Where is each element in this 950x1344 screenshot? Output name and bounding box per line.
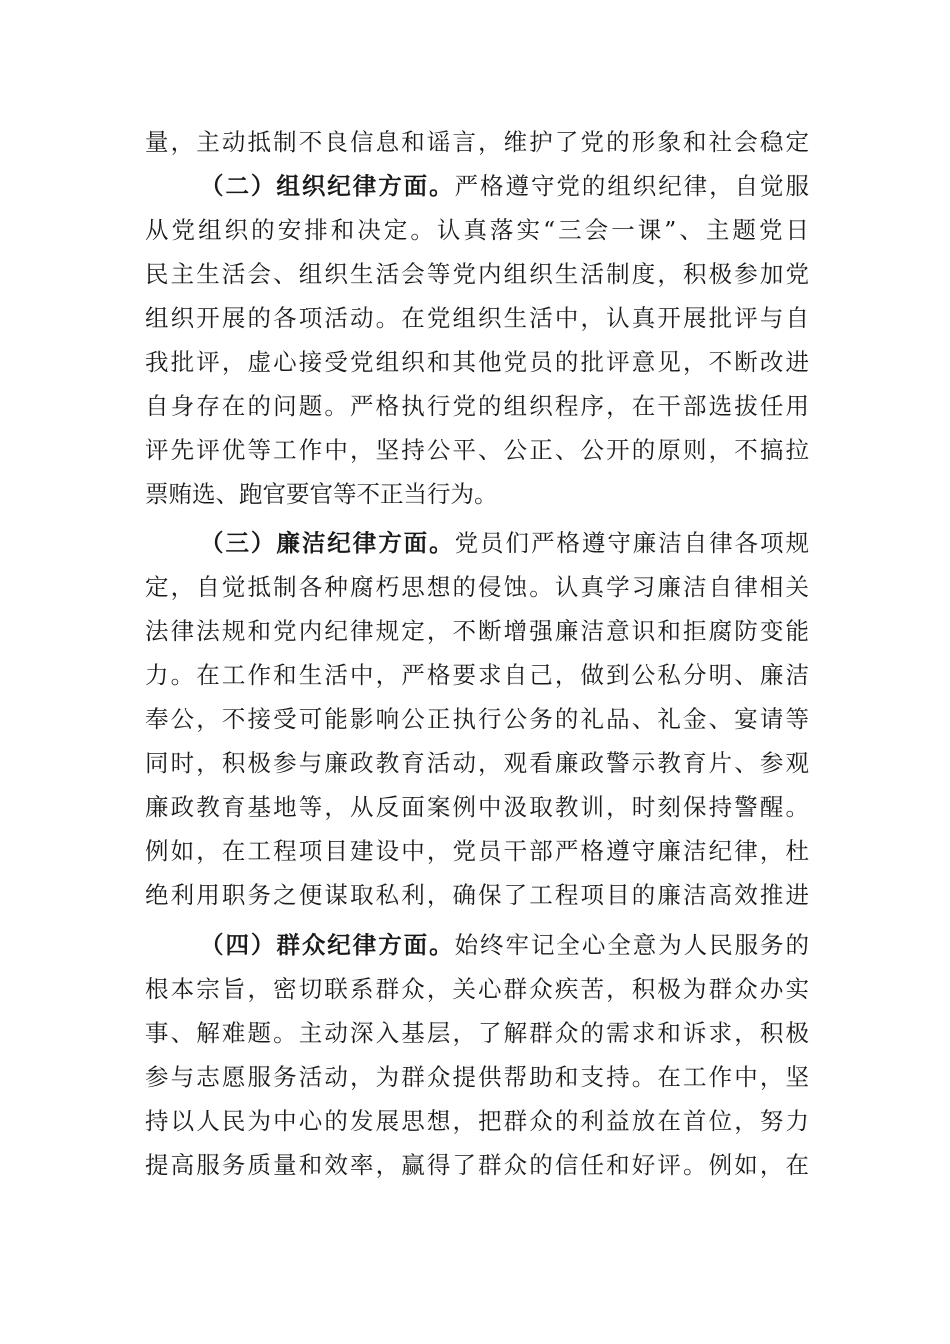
text-line: 从党组织的安排和决定。认真落实“三会一课”、主题党日 [145, 216, 809, 244]
text-line: 定，自觉抵制各种腐朽思想的侵蚀。认真学习廉洁自律相关 [145, 573, 809, 601]
text-line: 根本宗旨，密切联系群众，关心群众疾苦，积极为群众办实 [145, 975, 809, 1003]
section-heading-organization: （二）组织纪律方面。 [200, 172, 455, 200]
text-line: 量，主动抵制不良信息和谣言，维护了党的形象和社会稳定 [145, 128, 809, 156]
section-heading-mass: （四）群众纪律方面。 [200, 931, 455, 959]
text-line: 我批评，虚心接受党组织和其他党员的批评意见，不断改进 [145, 348, 809, 376]
paragraph-organization-discipline: （二）组织纪律方面。严格遵守党的组织纪律，自觉服 [200, 172, 810, 200]
text-line: 自身存在的问题。严格执行党的组织程序，在干部选拔任用 [145, 392, 809, 420]
text-line: 评先评优等工作中，坚持公平、公正、公开的原则，不搞拉 [145, 436, 809, 464]
text-line: 票贿选、跑官要官等不正当行为。 [145, 480, 498, 508]
text-line: 例如，在工程项目建设中，党员干部严格遵守廉洁纪律，杜 [145, 837, 809, 865]
text-line: 民主生活会、组织生活会等党内组织生活制度，积极参加党 [145, 260, 809, 288]
text-line: 同时，积极参与廉政教育活动，观看廉政警示教育片、参观 [145, 749, 809, 777]
text-line: 法律法规和党内纪律规定，不断增强廉洁意识和拒腐防变能 [145, 617, 809, 645]
text-line: 提高服务质量和效率，赢得了群众的信任和好评。例如，在 [145, 1151, 809, 1179]
text-line: 组织开展的各项活动。在党组织生活中，认真开展批评与自 [145, 304, 809, 332]
text-line: 持以人民为中心的发展思想，把群众的利益放在首位，努力 [145, 1107, 809, 1135]
text-line: 廉政教育基地等，从反面案例中汲取教训，时刻保持警醒。 [145, 793, 809, 821]
paragraph-mass-discipline: （四）群众纪律方面。始终牢记全心全意为人民服务的 [200, 931, 810, 959]
text-line: 力。在工作和生活中，严格要求自己，做到公私分明、廉洁 [145, 661, 809, 689]
paragraph-clean-discipline: （三）廉洁纪律方面。党员们严格遵守廉洁自律各项规 [200, 529, 810, 557]
section-heading-clean: （三）廉洁纪律方面。 [200, 529, 455, 557]
text-line: 奉公，不接受可能影响公正执行公务的礼品、礼金、宴请等 [145, 705, 809, 733]
text-line: 参与志愿服务活动，为群众提供帮助和支持。在工作中，坚 [145, 1063, 809, 1091]
text-line: 事、解难题。主动深入基层，了解群众的需求和诉求，积极 [145, 1019, 809, 1047]
text-line: 绝利用职务之便谋取私利，确保了工程项目的廉洁高效推进 [145, 881, 809, 909]
